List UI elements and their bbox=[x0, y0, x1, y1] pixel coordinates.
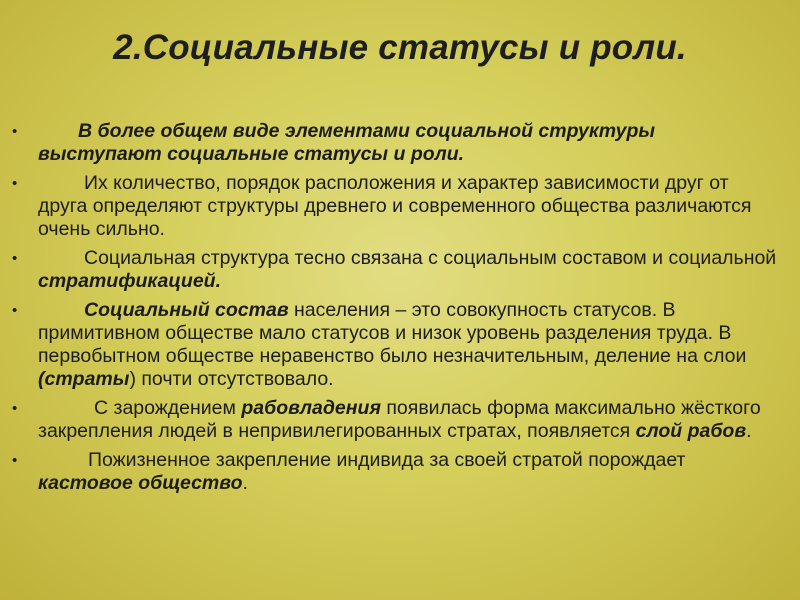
bullet-text: Социальная структура тесно связана с социальным составом и социальной bbox=[84, 247, 777, 269]
term-slave-layer: слой рабов bbox=[635, 420, 747, 442]
bullet-dot: • bbox=[12, 250, 18, 267]
slide-title: 2.Социальные статусы и роли. bbox=[113, 28, 687, 67]
bullet-item-1 bbox=[12, 120, 782, 166]
bullet-dot: • bbox=[12, 452, 18, 469]
bullet-item-4 bbox=[12, 299, 782, 391]
bullet-text: Их количество, порядок расположения и характер зависимости друг от друга определяют структуры древнего и современного общества различаются очень сильно. bbox=[38, 172, 752, 240]
bullet-text: . bbox=[746, 420, 752, 442]
bullet-dot: • bbox=[12, 302, 18, 319]
bullet-text: ) почти отсутствовало. bbox=[129, 368, 334, 390]
bullet-item-2 bbox=[12, 172, 782, 241]
bullet-text: С зарождением bbox=[94, 397, 242, 419]
bullet-text: населения – это совокупность статусов. В примитивном обществе мало статусов и низок уровень разделения труда. В первобытном обществе неравенство было незначительным, деление на слои bbox=[38, 299, 747, 367]
bullet-dot: • bbox=[12, 400, 18, 417]
bullet-item-3 bbox=[12, 247, 782, 293]
term-caste-society: кастовое общество bbox=[38, 472, 243, 494]
term-social-composition: Социальный состав bbox=[84, 299, 289, 321]
bullet-dot: • bbox=[12, 175, 18, 192]
term-slavery: рабовладения bbox=[241, 397, 381, 419]
bullet-text: появилась форма максимально жёсткого закрепления людей в непривилегированных стратах, появляется bbox=[38, 397, 761, 442]
term-stratification: стратификацией. bbox=[38, 270, 222, 292]
bullet-list bbox=[12, 120, 782, 501]
bullet-strong-text: В более общем виде элементами социальной структуры выступают социальные статусы и роли. bbox=[38, 120, 656, 165]
bullet-item-5 bbox=[12, 397, 782, 443]
bullet-text: Пожизненное закрепление индивида за своей стратой порождает bbox=[88, 449, 686, 471]
bullet-item-6 bbox=[12, 449, 782, 495]
term-strata: (страты bbox=[38, 368, 130, 390]
bullet-dot: • bbox=[12, 123, 18, 140]
bullet-text: . bbox=[242, 472, 248, 494]
